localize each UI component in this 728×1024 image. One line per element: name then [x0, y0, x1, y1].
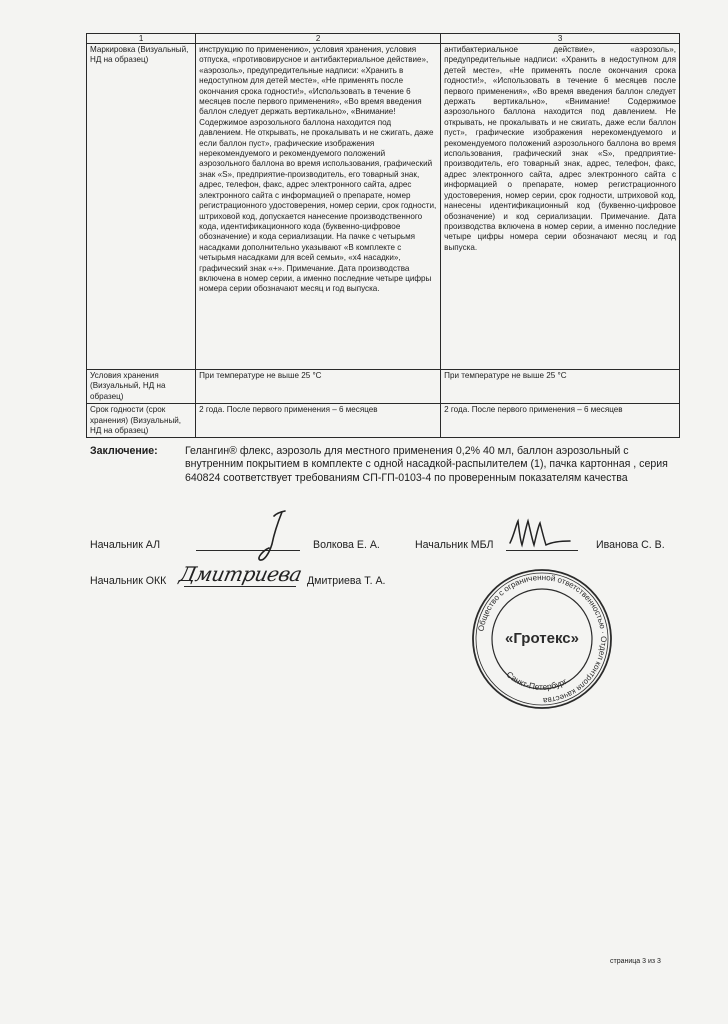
- row-result-cell: антибактериальное действие», «аэрозоль», предупредительные надписи: «Хранить в недоступном для детей месте», «Не применять после окончания срока годности!», «Использовать в течение 6 месяцев после первого применения», «Во время введения баллон следует держать вертикально», «Внимание! Содержимое аэрозольного баллона находится под давлением. Не открывать, не прокалывать и не сжигать, даже если баллон пуст», графические изображения нерекомендуемого и рекомендуемого положений аэрозольного баллона во время использования, графический знак «S», предприятие-производитель, его товарный знак, адрес, телефон, факс, адрес электронного сайта, адрес электронного сайта с информацией о препарате, номер регистрационного удостоверения, номер серии, срок годности, штриховой код, нанесены идентификационный код (буквенно-цифровое обозначение) и код сериализации. Примечание. Дата производства включена в номер серии, а именно последние четыре цифры номера серии обозначают месяц и год выпуска.: [441, 44, 680, 370]
- okk-name: Дмитриева Т. А.: [307, 575, 386, 587]
- mbl-name: Иванова С. В.: [596, 539, 665, 551]
- stamp-center-text: «Гротекс»: [505, 630, 579, 647]
- conclusion-label: Заключение:: [90, 445, 158, 457]
- table-row: [87, 44, 680, 370]
- okk-title: Начальник ОКК: [90, 575, 167, 587]
- al-signature: [238, 506, 298, 566]
- table-row: [87, 370, 680, 404]
- row-requirement-cell: инструкцию по применению», условия хранения, условия отпуска, «противовирусное и антибактериальное действие», «аэрозоль», предупредительные надписи: «Хранить в недоступном для детей месте», «Не применять после окончания срока годности!», «Использовать в течение 6 месяцев после первого применения», «Во время введения баллон следует держать вертикально», «Внимание! Содержимое аэрозольного баллона находится под давлением. Не открывать, не прокалывать и не сжигать, даже если баллон пуст», графические изображения нерекомендуемого и рекомендуемого положений аэрозольного баллона во время использования, графический знак «S», предприятие-производитель, его товарный знак, адрес, телефон, факс, адрес электронного сайта, адрес электронного сайта с информацией о препарате, номер регистрационного удостоверения, номер серии, срок годности, штриховой код, допускается нанесение производственного кода, идентификационного кода (буквенно-цифровое обозначение) и кода сериализации. На пачке с четырьмя насадками дополнительно указывают «В комплекте с четырьмя насадками для всей семьи», «х4 насадки», графический знак «+». Примечание. Дата производства включена в номер серии, а именно последние четыре цифры номера серии обозначают месяц и год выпуска.: [196, 44, 441, 370]
- table-header-row: [87, 34, 680, 44]
- col-number-2: 2: [196, 34, 441, 44]
- mbl-signature: [506, 515, 576, 553]
- stamp-city-text: Санкт-Петербург: [504, 669, 569, 692]
- col-number-1: 1: [87, 34, 196, 44]
- quality-spec-table: [86, 33, 680, 438]
- row-param-cell: Маркировка (Визуальный, НД на образец): [87, 44, 196, 370]
- stamp-ring-text: Общество с ограниченной ответственностью · Отдел контроля качества: [476, 572, 609, 706]
- okk-signature-text: Дмитриева: [177, 562, 304, 586]
- mbl-title: Начальник МБЛ: [415, 539, 494, 551]
- row-result-cell: При температуре не выше 25 °С: [441, 370, 680, 404]
- col-number-3: 3: [441, 34, 680, 44]
- row-param-cell: Условия хранения (Визуальный, НД на образец): [87, 370, 196, 404]
- company-stamp: [471, 568, 613, 710]
- table-row: [87, 404, 680, 438]
- page-number: страница 3 из 3: [610, 958, 661, 965]
- al-title: Начальник АЛ: [90, 539, 161, 551]
- okk-signature: [177, 562, 303, 586]
- row-result-cell: 2 года. После первого применения – 6 месяцев: [441, 404, 680, 438]
- conclusion-text: Гелангин® флекс, аэрозоль для местного применения 0,2% 40 мл, баллон аэрозольный с внутренним покрытием в комплекте с одной насадкой-распылителем (1), пачка картонная , серия 640824 соответствует требованиям СП-ГП-0103-4 по проверенным показателям качества: [185, 445, 668, 484]
- row-requirement-cell: 2 года. После первого применения – 6 месяцев: [196, 404, 441, 438]
- signature-line: [184, 586, 296, 587]
- row-param-cell: Срок годности (срок хранения) (Визуальный, НД на образец): [87, 404, 196, 438]
- al-name: Волкова Е. А.: [313, 539, 380, 551]
- row-requirement-cell: При температуре не выше 25 °С: [196, 370, 441, 404]
